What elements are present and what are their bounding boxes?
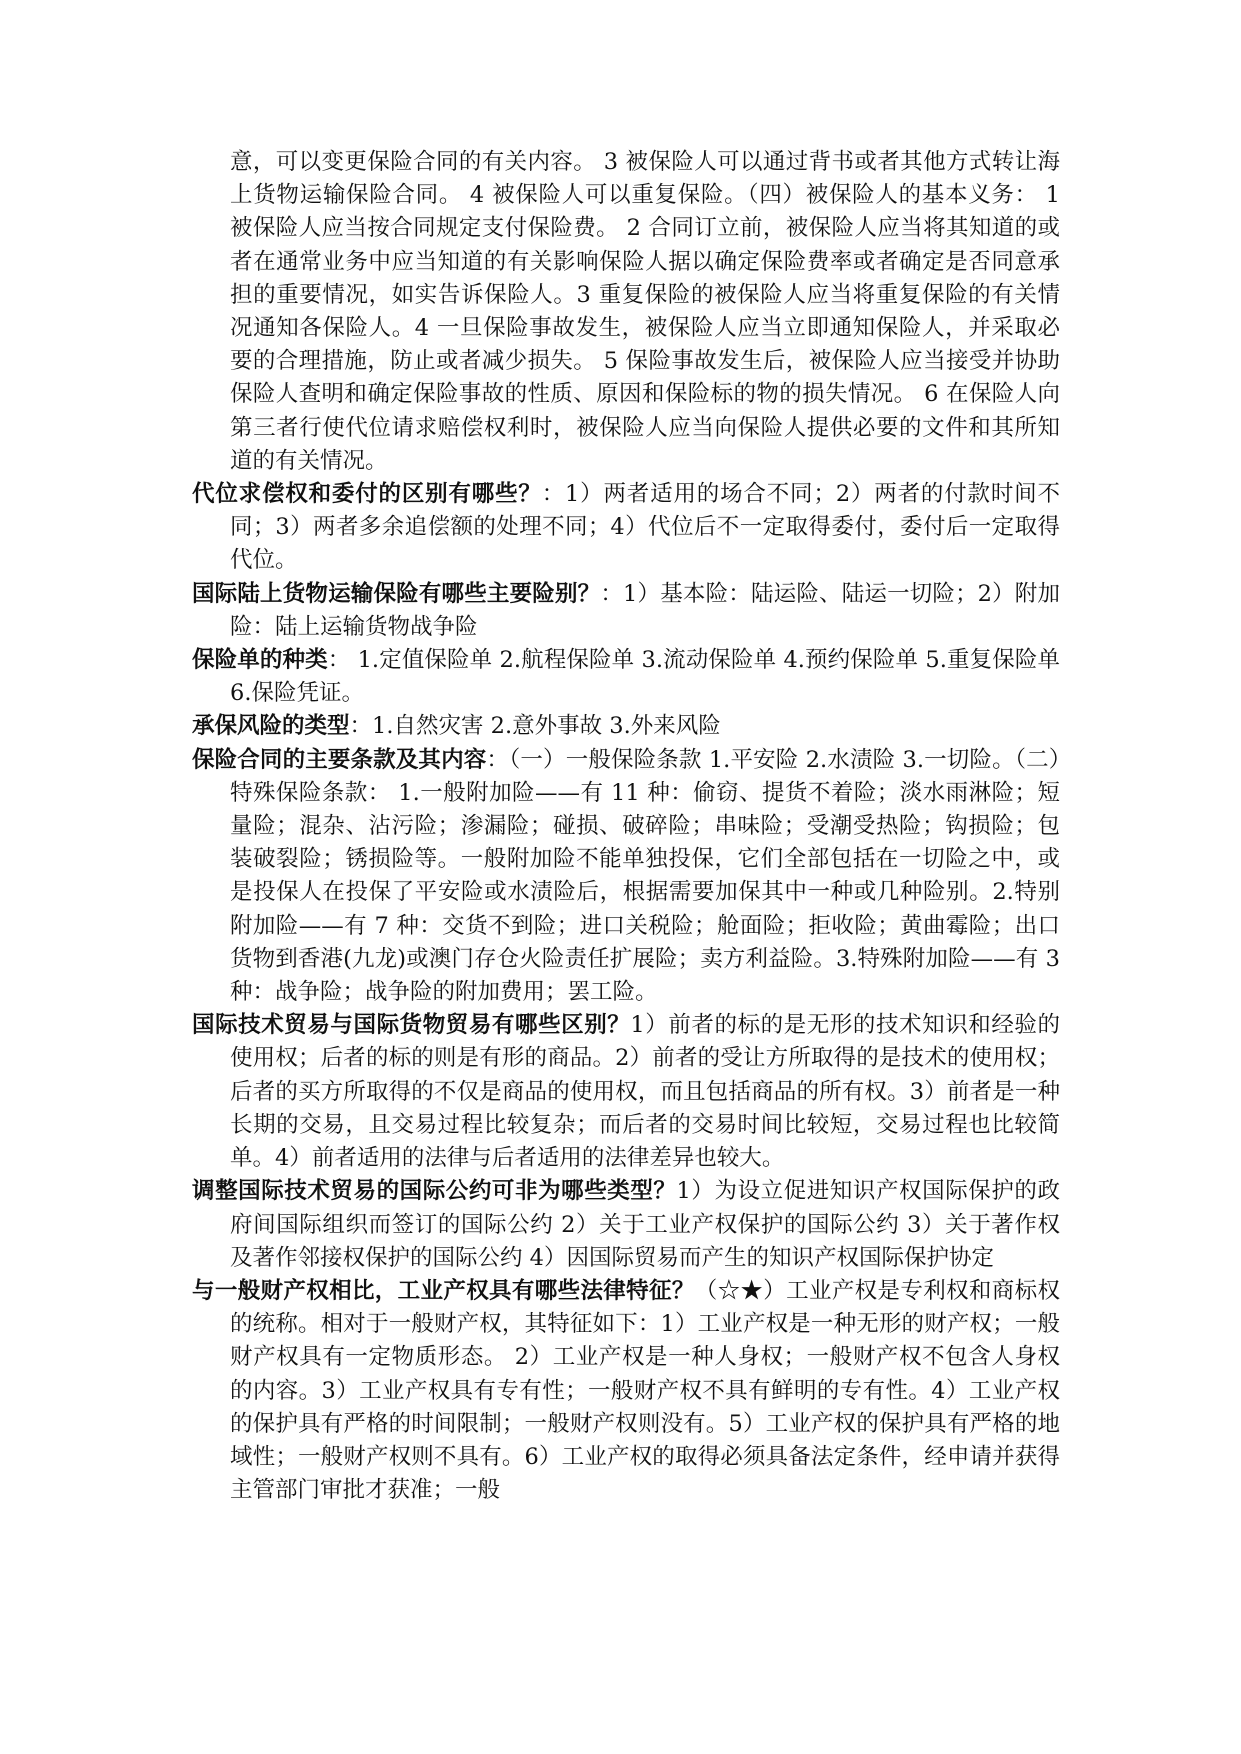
answer-text: ：1）基本险：陆运险、陆运一切险；2）附加险：陆上运输货物战争险: [230, 580, 1060, 640]
answer-text: （☆★）工业产权是专利权和商标权的统称。相对于一般财产权，其特征如下：1）工业产权是一种无形的财产权；一般财产权具有一定物质形态。 2）工业产权是一种人身权；一般财产权不包含人身权的内容。3）工业产权具有专有性；一般财产权不具有鲜明的专有性。4）工业产权的保护具有严格的时间限制；一般财产权则没有。5）工业产权的保护具有严格的地域性；一般财产权则不具有。6）工业产权的取得必须具备法定条件，经申请并获得主管部门审批才获准；一般: [230, 1277, 1060, 1504]
question-heading: 代位求偿权和委付的区别有哪些？: [192, 481, 542, 508]
paragraph-tech-vs-goods-trade: [192, 1009, 1060, 1175]
question-heading: 国际陆上货物运输保险有哪些主要险别？: [192, 580, 601, 607]
question-heading: 保险合同的主要条款及其内容: [192, 746, 487, 773]
answer-text: ：1）两者适用的场合不同；2）两者的付款时间不同；3）两者多余追偿额的处理不同；4）代位后不一定取得委付，委付后一定取得代位。: [230, 481, 1060, 574]
paragraph-contract-clauses: [192, 744, 1060, 1010]
answer-text: ：1.自然灾害 2.意外事故 3.外来风险: [349, 713, 721, 740]
question-heading: 调整国际技术贸易的国际公约可非为哪些类型？: [192, 1178, 677, 1205]
paragraph-industrial-property-features: [192, 1275, 1060, 1507]
question-heading: 保险单的种类: [192, 647, 328, 674]
answer-text: 1）前者的标的是无形的技术知识和经验的使用权；后者的标的则是有形的商品。2）前者的受让方所取得的是技术的使用权；后者的买方所取得的不仅是商品的使用权，而且包括商品的所有权。3）前者是一种长期的交易，且交易过程比较复杂；而后者的交易时间比较短，交易过程也比较简单。4）前者适用的法律与后者适用的法律差异也较大。: [230, 1012, 1060, 1172]
paragraph-policy-types: [192, 644, 1060, 710]
paragraph-text: 意，可以变更保险合同的有关内容。 3 被保险人可以通过背书或者其他方式转让海上货物运输保险合同。 4 被保险人可以重复保险。（四）被保险人的基本义务： 1 被保险人应当按合同规定支付保险费。 2 合同订立前，被保险人应当将其知道的或者在通常业务中应当知道的有关影响保险人据以确定保险费率或者确定是否同意承担的重要情况，如实告诉保险人。3 重复保险的被保险人应当将重复保险的有关情况通知各保险人。4 一旦保险事故发生，被保险人应当立即通知保险人，并采取必要的合理措施，防止或者减少损失。 5 保险事故发生后，被保险人应当接受并协助保险人查明和确定保险事故的性质、原因和保险标的物的损失情况。 6 在保险人向第三者行使代位请求赔偿权利时，被保险人应当向保险人提供必要的文件和其所知道的有关情况。: [230, 149, 1060, 474]
document-body: [192, 146, 1060, 1507]
answer-text: ： 1.定值保险单 2.航程保险单 3.流动保险单 4.预约保险单 5.重复保险单 6.保险凭证。: [230, 647, 1060, 707]
answer-text: ：（一）一般保险条款 1.平安险 2.水渍险 3.一切险。（二）特殊保险条款： 1.一般附加险——有 11 种：偷窃、提货不着险；淡水雨淋险；短量险；混杂、沾污险；渗漏险；碰损、破碎险；串味险；受潮受热险；钩损险；包装破裂险；锈损险等。一般附加险不能单独投保，它们全部包括在一切险之中，或是投保人在投保了平安险或水渍险后，根据需要加保其中一种或几种险别。2.特别附加险——有 7 种：交货不到险；进口关税险；舱面险；拒收险；黄曲霉险；出口货物到香港(九龙)或澳门存仓火险责任扩展险；卖方利益险。3.特殊附加险——有 3 种：战争险；战争险的附加费用；罢工险。: [230, 746, 1060, 1006]
paragraph-land-transport-insurance: [192, 578, 1060, 644]
answer-text: 1）为设立促进知识产权国际保护的政府间国际组织而签订的国际公约 2）关于工业产权保护的国际公约 3）关于著作权及著作邻接权保护的国际公约 4）因国际贸易而产生的知识产权国际保护协定: [230, 1178, 1060, 1271]
question-heading: 承保风险的类型: [192, 713, 350, 740]
question-heading: 国际技术贸易与国际货物贸易有哪些区别？: [192, 1012, 631, 1039]
paragraph-risk-types: [192, 710, 1060, 743]
paragraph-conventions-types: [192, 1175, 1060, 1275]
paragraph-insured-obligations: [192, 146, 1060, 478]
paragraph-subrogation-vs-abandonment: [192, 478, 1060, 578]
question-heading: 与一般财产权相比，工业产权具有哪些法律特征？: [192, 1277, 695, 1304]
